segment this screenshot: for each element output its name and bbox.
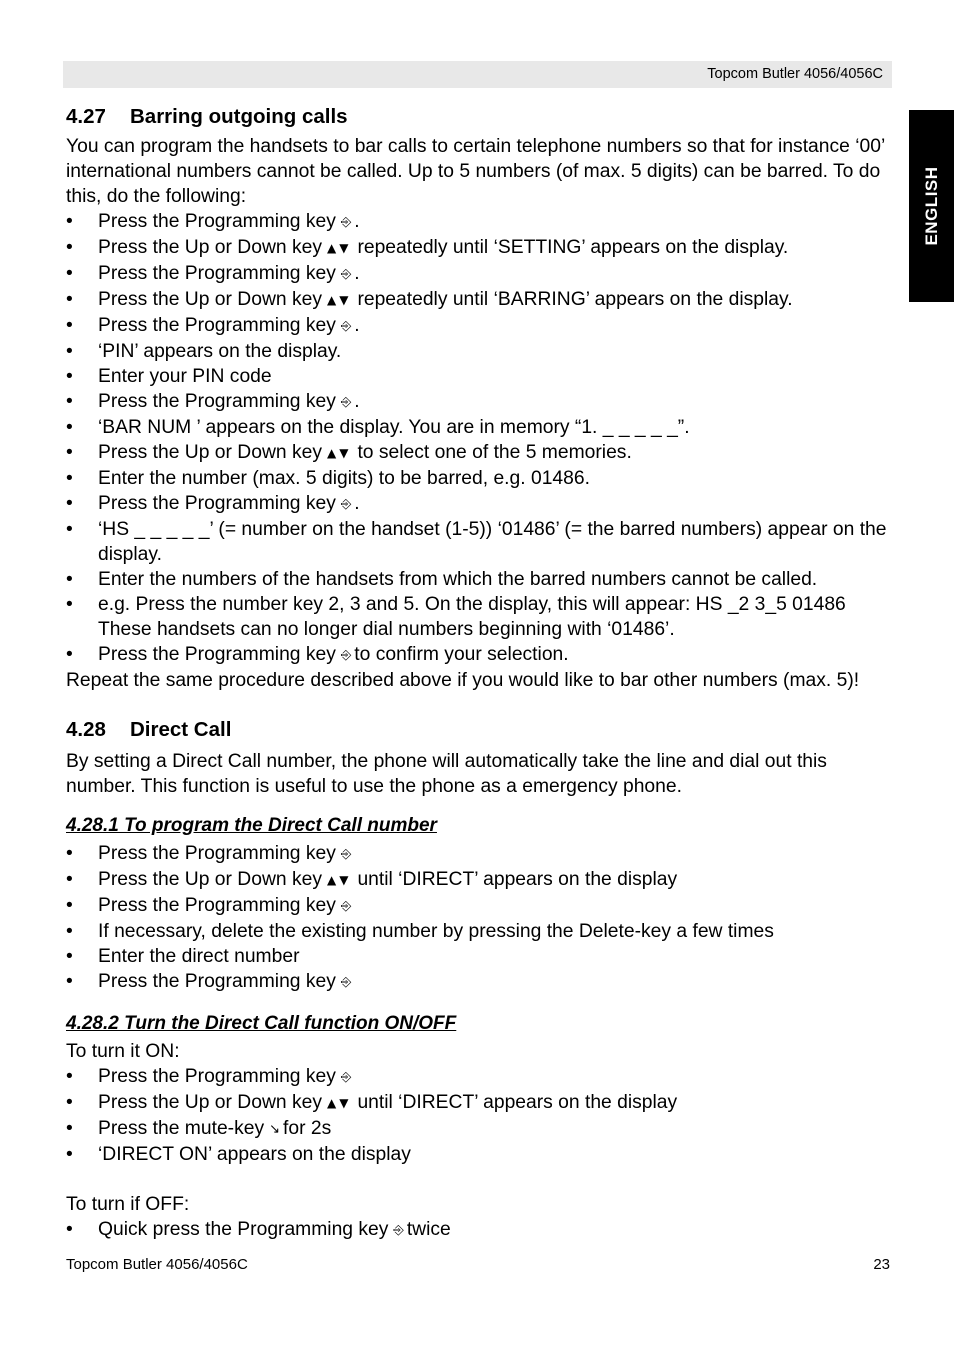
step-text: ‘BAR NUM ’ appears on the display. You are in memory “1. _ _ _ _ _”. (98, 417, 690, 438)
step-text-after: for 2s (283, 1118, 332, 1139)
step-text: Press the Up or Down key (98, 237, 322, 258)
list-item (66, 440, 894, 466)
step-text-after: repeatedly until ‘BARRING’ appears on the display. (357, 289, 793, 310)
step-text: Press the Programming key (98, 391, 336, 412)
step-text: Press the Programming key (98, 1066, 336, 1087)
list-item (66, 642, 894, 668)
step-text: e.g. Press the number key 2, 3 and 5. On the display, this will appear: HS _2 3_5 01486 These handsets can no longer dial numbers beginning with ‘01486’. (98, 594, 846, 640)
programming-key-icon: ⎆ (340, 847, 352, 862)
section-4-27-steps (66, 209, 894, 668)
step-text-after: . (354, 493, 360, 514)
list-item (66, 1217, 894, 1243)
header-product-name: Topcom Butler 4056/4056C (707, 66, 883, 82)
page-header (63, 61, 892, 88)
page-content (66, 104, 894, 1243)
list-item (66, 1142, 894, 1167)
list-item (66, 364, 894, 389)
step-text-after: to confirm your selection. (354, 644, 569, 665)
programming-key-icon: ⎆ (340, 395, 352, 410)
step-text: Quick press the Programming key (98, 1219, 389, 1240)
step-text: ‘PIN’ appears on the display. (98, 341, 342, 362)
step-text: Press the Up or Down key (98, 289, 322, 310)
list-item (66, 287, 894, 313)
section-4-27-outro: Repeat the same procedure described above if you would like to bar other numbers (max. 5)! (66, 670, 860, 691)
language-tab-label: ENGLISH (921, 166, 941, 246)
up-down-key-icon: ▲▼ (326, 1096, 352, 1110)
list-item (66, 567, 894, 592)
section-4-28-1-steps (66, 841, 894, 995)
step-text: Press the mute-key (98, 1118, 265, 1139)
step-text: Enter the direct number (98, 946, 300, 967)
step-text: Press the Programming key (98, 644, 336, 665)
section-4-28-heading (66, 717, 894, 742)
section-4-28-2-heading: 4.28.2 Turn the Direct Call function ON/OFF (66, 1013, 457, 1034)
programming-key-icon: ⎆ (340, 497, 352, 512)
language-tab (909, 110, 954, 302)
step-text: If necessary, delete the existing number by pressing the Delete-key a few times (98, 921, 774, 942)
step-text: ‘HS _ _ _ _ _’ (= number on the handset (1-5)) ‘01486’ (= the barred numbers) appear on the display. (98, 519, 887, 565)
up-down-key-icon: ▲▼ (326, 873, 352, 887)
step-text: Press the Programming key (98, 971, 336, 992)
step-text: Enter the numbers of the handsets from which the barred numbers cannot be called. (98, 569, 818, 590)
step-text: ‘DIRECT ON’ appears on the display (98, 1144, 411, 1165)
step-text: Press the Up or Down key (98, 442, 322, 463)
programming-key-icon: ⎆ (340, 319, 352, 334)
programming-key-icon: ⎆ (340, 267, 352, 282)
step-text-after: . (354, 391, 360, 412)
step-text: Press the Up or Down key (98, 1092, 322, 1113)
section-4-28-intro: By setting a Direct Call number, the phone will automatically take the line and dial out this number. This function is useful to use the phone as a emergency phone. (66, 751, 827, 797)
step-text-after: . (354, 263, 360, 284)
step-text: Enter your PIN code (98, 366, 272, 387)
programming-key-icon: ⎆ (340, 899, 352, 914)
turn-on-label: To turn it ON: (66, 1041, 180, 1062)
step-text: Press the Programming key (98, 263, 336, 284)
step-text-after: . (354, 315, 360, 336)
up-down-key-icon: ▲▼ (326, 293, 352, 307)
step-text: Enter the number (max. 5 digits) to be barred, e.g. 01486. (98, 468, 590, 489)
list-item (66, 389, 894, 415)
section-title: Direct Call (130, 718, 232, 741)
section-title: Barring outgoing calls (130, 105, 348, 128)
programming-key-icon: ⎆ (340, 648, 352, 663)
step-text-after: to select one of the 5 memories. (357, 442, 632, 463)
list-item (66, 969, 894, 995)
list-item (66, 919, 894, 944)
mute-key-icon: ↘ (269, 1122, 280, 1137)
step-text: Press the Up or Down key (98, 869, 322, 890)
section-4-27-intro: You can program the handsets to bar calls to certain telephone numbers so that for instance ‘00’ international numbers cannot be called. Up to 5 numbers (of max. 5 digits) can be barred. To do this, do the following: (66, 136, 885, 207)
step-text-after: repeatedly until ‘SETTING’ appears on the display. (357, 237, 789, 258)
list-item (66, 1064, 894, 1090)
step-text-after: until ‘DIRECT’ appears on the display (357, 869, 678, 890)
turn-on-steps (66, 1064, 894, 1167)
turn-off-label: To turn if OFF: (66, 1194, 190, 1215)
list-item (66, 592, 894, 642)
up-down-key-icon: ▲▼ (326, 446, 352, 460)
section-number: 4.28 (66, 718, 106, 741)
list-item (66, 339, 894, 364)
programming-key-icon: ⎆ (340, 975, 352, 990)
step-text: Press the Programming key (98, 211, 336, 232)
programming-key-icon: ⎆ (393, 1223, 404, 1238)
list-item (66, 466, 894, 491)
step-text-after: until ‘DIRECT’ appears on the display (357, 1092, 678, 1113)
step-text: Press the Programming key (98, 493, 336, 514)
programming-key-icon: ⎆ (340, 215, 352, 230)
list-item (66, 1090, 894, 1116)
list-item (66, 313, 894, 339)
list-item (66, 235, 894, 261)
list-item (66, 867, 894, 893)
section-number: 4.27 (66, 105, 106, 128)
list-item (66, 209, 894, 235)
programming-key-icon: ⎆ (340, 1070, 352, 1085)
step-text-after: . (354, 211, 360, 232)
list-item (66, 491, 894, 517)
list-item (66, 261, 894, 287)
step-text: Press the Programming key (98, 843, 336, 864)
turn-off-steps (66, 1217, 894, 1243)
list-item (66, 944, 894, 969)
list-item (66, 841, 894, 867)
section-4-28-1-heading: 4.28.1 To program the Direct Call number (66, 815, 437, 836)
step-text-after: twice (406, 1219, 451, 1240)
section-4-27-heading (66, 104, 894, 129)
footer-product-name: Topcom Butler 4056/4056C (66, 1256, 248, 1273)
list-item (66, 517, 894, 567)
footer-page-number: 23 (873, 1256, 890, 1273)
step-text: Press the Programming key (98, 315, 336, 336)
list-item (66, 893, 894, 919)
list-item (66, 1116, 894, 1142)
list-item (66, 415, 894, 440)
up-down-key-icon: ▲▼ (326, 241, 352, 255)
step-text: Press the Programming key (98, 895, 336, 916)
